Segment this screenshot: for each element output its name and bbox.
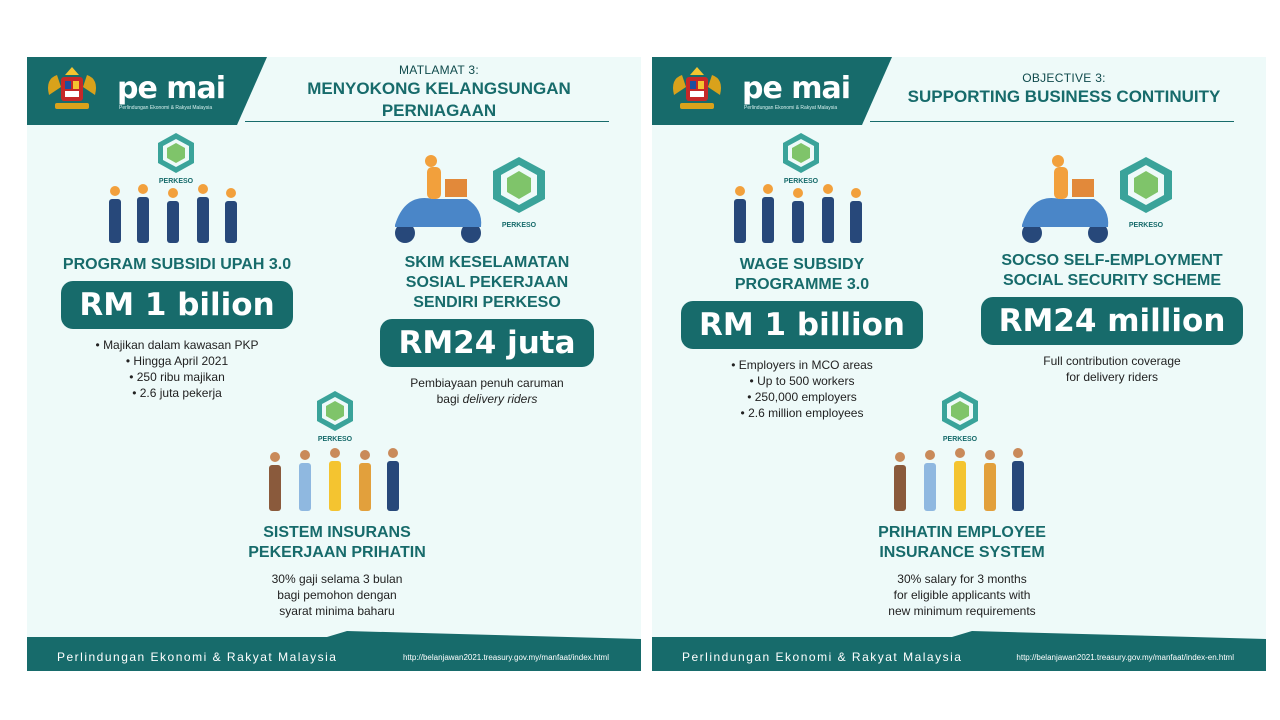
header-title-line1: MENYOKONG KELANGSUNGAN: [307, 79, 571, 98]
wage-subsidy-title-line2: PROGRAMME 3.0: [734, 276, 870, 293]
employees-group-icon: [880, 389, 1040, 517]
permai-logo-icon: [117, 65, 227, 115]
perkeso-label: PERKESO: [158, 178, 194, 185]
permai-logo-icon: [742, 65, 852, 115]
header-eyebrow: OBJECTIVE 3:: [1022, 71, 1106, 85]
footer-url[interactable]: http://belanjawan2021.treasury.gov.my/manfaat/index-en.html: [1016, 653, 1234, 662]
wage-subsidy-amount: RM 1 billion: [681, 301, 923, 349]
socso-title-line1: SKIM KESELAMATAN: [404, 254, 570, 271]
socso-desc-italic: delivery riders: [462, 392, 538, 406]
socso-amount: RM24 million: [981, 297, 1244, 345]
header-divider: [245, 121, 609, 122]
perkeso-logo-icon: [1120, 157, 1172, 229]
perkeso-label: PERKESO: [1128, 222, 1164, 229]
malaysia-crest-icon: [43, 65, 101, 115]
insurance-desc-line3: syarat minima baharu: [279, 604, 395, 618]
panel-footer: [652, 631, 1266, 671]
header-title-line2: PERNIAGAAN: [381, 101, 497, 120]
infographic-panel-malay: [27, 57, 641, 671]
logo-text: pe mai: [742, 71, 851, 106]
logo-subtitle: Perlindungan Ekonomi & Rakyat Malaysia: [119, 105, 213, 111]
list-item: • 250 ribu majikan: [27, 369, 327, 385]
insurance-title-line1: SISTEM INSURANS: [263, 524, 411, 541]
socso-desc-line1: Full contribution coverage: [1043, 354, 1181, 368]
panel-header: [27, 57, 641, 125]
perkeso-logo-icon: [317, 391, 353, 443]
insurance-title-line2: INSURANCE SYSTEM: [879, 544, 1045, 561]
socso-title-line2: SOSIAL PEKERJAAN: [405, 274, 569, 291]
socso-amount: RM24 juta: [380, 319, 593, 367]
list-item: • 2.6 juta pekerja: [27, 385, 327, 401]
perkeso-label: PERKESO: [317, 436, 353, 443]
perkeso-label: PERKESO: [942, 436, 978, 443]
panel-footer: [27, 631, 641, 671]
perkeso-label: PERKESO: [501, 222, 537, 229]
socso-desc-line1: Pembiayaan penuh caruman: [410, 376, 564, 390]
list-item: • Hingga April 2021: [27, 353, 327, 369]
perkeso-logo-icon: [158, 133, 194, 185]
socso-desc-line2: for delivery riders: [1065, 370, 1159, 384]
header-eyebrow: MATLAMAT 3:: [399, 63, 479, 77]
perkeso-logo-icon: [783, 133, 819, 185]
insurance-desc-line1: 30% gaji selama 3 bulan: [271, 572, 403, 586]
header-title-block: [872, 71, 1256, 107]
socso-desc-prefix: bagi: [436, 392, 463, 406]
insurance-title-line1: PRIHATIN EMPLOYEE: [878, 524, 1046, 541]
header-divider: [870, 121, 1234, 122]
wage-subsidy-title: PROGRAM SUBSIDI UPAH 3.0: [62, 256, 292, 273]
insurance-description: [832, 571, 1092, 619]
wage-subsidy-amount: RM 1 bilion: [61, 281, 292, 329]
insurance-desc-line2: for eligible applicants with: [893, 588, 1031, 602]
malaysia-crest-icon: [668, 65, 726, 115]
insurance-description: [217, 571, 457, 619]
workers-group-icon: [726, 131, 876, 249]
header-title-block: [247, 63, 631, 121]
wage-subsidy-title-line1: WAGE SUBSIDY: [739, 256, 865, 273]
footer-text: Perlindungan Ekonomi & Rakyat Malaysia: [682, 650, 963, 664]
footer-url[interactable]: http://belanjawan2021.treasury.gov.my/manfaat/index.html: [402, 653, 609, 662]
list-item: • 2.6 million employees: [652, 405, 952, 421]
insurance-desc-line2: bagi pemohon dengan: [277, 588, 397, 602]
logo-subtitle: Perlindungan Ekonomi & Rakyat Malaysia: [744, 105, 838, 111]
perkeso-label: PERKESO: [783, 178, 819, 185]
logo-text: pe mai: [117, 71, 226, 106]
socso-scheme-block: [347, 253, 627, 407]
insurance-block: [832, 523, 1092, 619]
socso-title-line2: SOCIAL SECURITY SCHEME: [1002, 272, 1222, 289]
workers-group-icon: [101, 131, 251, 249]
header-title-line1: SUPPORTING BUSINESS CONTINUITY: [907, 87, 1221, 106]
list-item: • Up to 500 workers: [652, 373, 952, 389]
socso-title-line1: SOCSO SELF-EMPLOYMENT: [1001, 252, 1223, 269]
perkeso-logo-icon: [942, 391, 978, 443]
employees-group-icon: [255, 389, 415, 517]
socso-scheme-block: [962, 251, 1262, 385]
insurance-desc-line1: 30% salary for 3 months: [897, 572, 1027, 586]
list-item: • Employers in MCO areas: [652, 357, 952, 373]
insurance-desc-line3: new minimum requirements: [888, 604, 1036, 618]
insurance-block: [217, 523, 457, 619]
socso-description: [962, 353, 1262, 385]
footer-text: Perlindungan Ekonomi & Rakyat Malaysia: [57, 650, 338, 664]
panel-header: [652, 57, 1266, 125]
perkeso-logo-icon: [493, 157, 545, 229]
list-item: • Majikan dalam kawasan PKP: [27, 337, 327, 353]
delivery-rider-icon: [1014, 153, 1184, 245]
wage-subsidy-block: [27, 255, 327, 401]
insurance-title-line2: PEKERJAAN PRIHATIN: [248, 544, 426, 561]
list-item: • 250,000 employers: [652, 389, 952, 405]
socso-title-line3: SENDIRI PERKESO: [413, 294, 561, 311]
infographic-panel-english: [652, 57, 1266, 671]
delivery-rider-icon: [387, 153, 557, 245]
